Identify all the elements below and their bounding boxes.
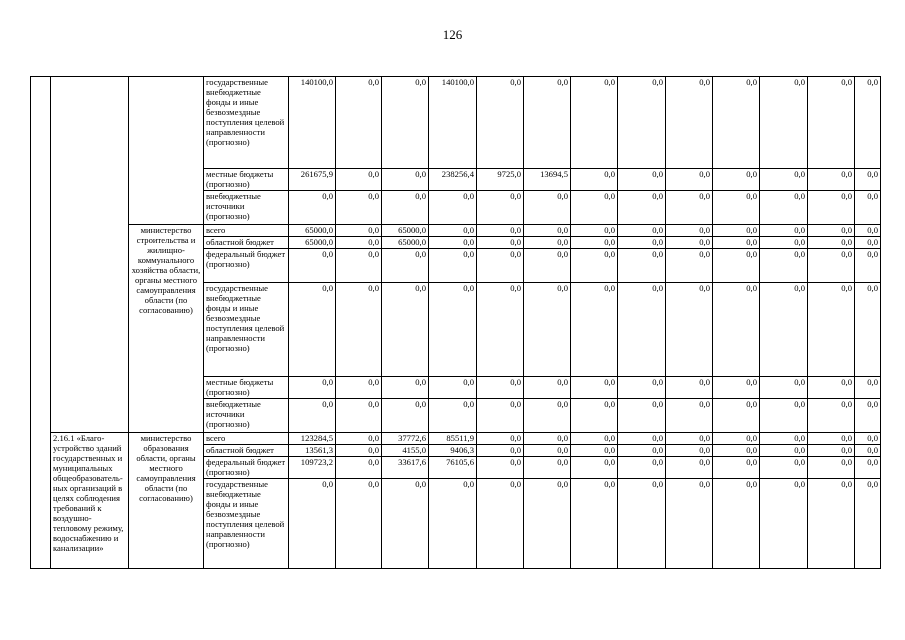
amount-cell: 0,0 — [571, 283, 618, 377]
funding-source-cell: областной бюджет — [204, 237, 289, 249]
amount-cell: 0,0 — [713, 249, 760, 283]
amount-cell: 0,0 — [477, 433, 524, 445]
amount-cell: 0,0 — [289, 377, 336, 399]
table-row — [31, 77, 881, 169]
amount-cell: 0,0 — [524, 457, 571, 479]
amount-cell: 0,0 — [336, 377, 382, 399]
amount-cell: 0,0 — [808, 457, 855, 479]
amount-cell: 0,0 — [618, 433, 666, 445]
amount-cell: 0,0 — [855, 225, 881, 237]
amount-cell: 0,0 — [336, 479, 382, 569]
amount-cell: 0,0 — [382, 169, 429, 191]
amount-cell: 0,0 — [429, 191, 477, 225]
amount-cell: 0,0 — [429, 377, 477, 399]
amount-cell: 0,0 — [760, 283, 808, 377]
amount-cell: 0,0 — [477, 399, 524, 433]
executor-cell: министерство образования области, органы местного самоуправления области (по согласованию) — [129, 433, 204, 569]
amount-cell: 0,0 — [336, 457, 382, 479]
amount-cell: 0,0 — [666, 399, 713, 433]
amount-cell: 0,0 — [571, 77, 618, 169]
amount-cell: 0,0 — [618, 237, 666, 249]
funding-source-cell: внебюджетные источники (прогнозно) — [204, 399, 289, 433]
funding-source-cell: областной бюджет — [204, 445, 289, 457]
amount-cell: 0,0 — [713, 457, 760, 479]
amount-cell: 0,0 — [382, 283, 429, 377]
amount-cell: 0,0 — [618, 457, 666, 479]
amount-cell: 0,0 — [571, 169, 618, 191]
amount-cell: 0,0 — [336, 169, 382, 191]
amount-cell: 0,0 — [713, 283, 760, 377]
amount-cell: 0,0 — [855, 191, 881, 225]
amount-cell: 0,0 — [760, 237, 808, 249]
amount-cell: 0,0 — [713, 237, 760, 249]
amount-cell: 0,0 — [713, 479, 760, 569]
amount-cell: 140100,0 — [289, 77, 336, 169]
amount-cell: 65000,0 — [289, 237, 336, 249]
amount-cell: 0,0 — [855, 433, 881, 445]
amount-cell: 0,0 — [760, 191, 808, 225]
amount-cell: 0,0 — [666, 377, 713, 399]
amount-cell: 0,0 — [666, 237, 713, 249]
amount-cell: 0,0 — [289, 479, 336, 569]
amount-cell: 0,0 — [713, 225, 760, 237]
amount-cell: 0,0 — [666, 445, 713, 457]
amount-cell: 0,0 — [571, 433, 618, 445]
amount-cell: 0,0 — [618, 169, 666, 191]
amount-cell: 0,0 — [808, 445, 855, 457]
amount-cell: 0,0 — [382, 399, 429, 433]
table-row — [31, 225, 881, 237]
amount-cell: 0,0 — [571, 191, 618, 225]
measure-cell: 2.16.1 «Благо-устройство зданий государственных и муниципальных общеобразователь-ных организаций в целях соблюдения требований к воздушно-тепловому режиму, водоснабжению и канализации» — [51, 433, 129, 569]
amount-cell: 76105,6 — [429, 457, 477, 479]
amount-cell: 0,0 — [336, 237, 382, 249]
amount-cell: 238256,4 — [429, 169, 477, 191]
amount-cell: 0,0 — [808, 479, 855, 569]
amount-cell: 0,0 — [666, 479, 713, 569]
amount-cell: 0,0 — [571, 457, 618, 479]
page-number: 126 — [442, 27, 463, 42]
amount-cell: 0,0 — [289, 399, 336, 433]
amount-cell: 0,0 — [336, 249, 382, 283]
amount-cell: 0,0 — [524, 225, 571, 237]
amount-cell: 0,0 — [855, 445, 881, 457]
budget-table — [30, 76, 881, 569]
amount-cell: 0,0 — [808, 191, 855, 225]
amount-cell: 0,0 — [571, 445, 618, 457]
amount-cell: 0,0 — [666, 457, 713, 479]
amount-cell: 0,0 — [477, 479, 524, 569]
amount-cell: 0,0 — [289, 249, 336, 283]
amount-cell: 0,0 — [571, 479, 618, 569]
amount-cell: 0,0 — [713, 399, 760, 433]
amount-cell: 0,0 — [760, 457, 808, 479]
amount-cell: 0,0 — [524, 237, 571, 249]
amount-cell: 0,0 — [618, 249, 666, 283]
table-row — [31, 433, 881, 445]
amount-cell: 0,0 — [477, 225, 524, 237]
amount-cell: 261675,9 — [289, 169, 336, 191]
amount-cell: 0,0 — [336, 225, 382, 237]
amount-cell: 0,0 — [571, 237, 618, 249]
amount-cell: 0,0 — [666, 283, 713, 377]
amount-cell: 0,0 — [713, 445, 760, 457]
amount-cell: 0,0 — [618, 77, 666, 169]
funding-source-cell: государственные внебюджетные фонды и иные безвозмездные поступления целевой направленности (прогнозно) — [204, 283, 289, 377]
amount-cell: 0,0 — [429, 249, 477, 283]
amount-cell: 0,0 — [713, 191, 760, 225]
amount-cell: 0,0 — [524, 191, 571, 225]
amount-cell: 0,0 — [713, 169, 760, 191]
amount-cell: 0,0 — [808, 377, 855, 399]
amount-cell: 37772,6 — [382, 433, 429, 445]
amount-cell: 0,0 — [571, 249, 618, 283]
amount-cell: 0,0 — [808, 169, 855, 191]
amount-cell: 0,0 — [808, 399, 855, 433]
amount-cell: 0,0 — [477, 457, 524, 479]
amount-cell: 13694,5 — [524, 169, 571, 191]
amount-cell: 0,0 — [760, 249, 808, 283]
amount-cell: 0,0 — [477, 249, 524, 283]
amount-cell: 0,0 — [524, 479, 571, 569]
amount-cell: 0,0 — [289, 283, 336, 377]
amount-cell: 0,0 — [855, 237, 881, 249]
amount-cell: 0,0 — [336, 283, 382, 377]
amount-cell: 0,0 — [336, 77, 382, 169]
amount-cell: 0,0 — [524, 399, 571, 433]
funding-source-cell: местные бюджеты (прогнозно) — [204, 377, 289, 399]
amount-cell: 0,0 — [808, 433, 855, 445]
executor-cell — [129, 77, 204, 225]
amount-cell: 0,0 — [855, 377, 881, 399]
amount-cell: 0,0 — [808, 225, 855, 237]
amount-cell: 0,0 — [524, 445, 571, 457]
amount-cell: 9725,0 — [477, 169, 524, 191]
amount-cell: 0,0 — [713, 77, 760, 169]
amount-cell: 33617,6 — [382, 457, 429, 479]
amount-cell: 0,0 — [382, 191, 429, 225]
amount-cell: 0,0 — [477, 191, 524, 225]
amount-cell: 0,0 — [618, 445, 666, 457]
number-column-cell — [31, 77, 51, 569]
amount-cell: 0,0 — [382, 479, 429, 569]
measure-cell — [51, 77, 129, 433]
amount-cell: 0,0 — [289, 191, 336, 225]
amount-cell: 0,0 — [855, 283, 881, 377]
amount-cell: 0,0 — [618, 191, 666, 225]
amount-cell: 0,0 — [666, 225, 713, 237]
amount-cell: 0,0 — [336, 399, 382, 433]
funding-source-cell: федеральный бюджет (прогнозно) — [204, 249, 289, 283]
budget-table-body — [31, 77, 881, 569]
amount-cell: 0,0 — [571, 399, 618, 433]
amount-cell: 0,0 — [760, 433, 808, 445]
amount-cell: 0,0 — [571, 225, 618, 237]
amount-cell: 0,0 — [477, 445, 524, 457]
amount-cell: 0,0 — [666, 77, 713, 169]
amount-cell: 0,0 — [429, 283, 477, 377]
amount-cell: 4155,0 — [382, 445, 429, 457]
amount-cell: 65000,0 — [289, 225, 336, 237]
amount-cell: 85511,9 — [429, 433, 477, 445]
funding-source-cell: федеральный бюджет (прогнозно) — [204, 457, 289, 479]
funding-source-cell: государственные внебюджетные фонды и иные безвозмездные поступления целевой направленности (прогнозно) — [204, 77, 289, 169]
amount-cell: 0,0 — [618, 377, 666, 399]
amount-cell: 0,0 — [429, 399, 477, 433]
funding-source-cell: всего — [204, 225, 289, 237]
amount-cell: 0,0 — [477, 237, 524, 249]
amount-cell: 0,0 — [477, 283, 524, 377]
amount-cell: 0,0 — [618, 283, 666, 377]
amount-cell: 65000,0 — [382, 225, 429, 237]
amount-cell: 0,0 — [855, 169, 881, 191]
amount-cell: 0,0 — [336, 433, 382, 445]
amount-cell: 123284,5 — [289, 433, 336, 445]
amount-cell: 0,0 — [477, 77, 524, 169]
amount-cell: 0,0 — [336, 445, 382, 457]
amount-cell: 0,0 — [429, 237, 477, 249]
amount-cell: 0,0 — [571, 377, 618, 399]
amount-cell: 0,0 — [524, 249, 571, 283]
amount-cell: 0,0 — [618, 479, 666, 569]
amount-cell: 0,0 — [760, 479, 808, 569]
amount-cell: 0,0 — [808, 249, 855, 283]
amount-cell: 109723,2 — [289, 457, 336, 479]
amount-cell: 0,0 — [524, 377, 571, 399]
amount-cell: 0,0 — [618, 399, 666, 433]
amount-cell: 0,0 — [524, 283, 571, 377]
amount-cell: 0,0 — [855, 457, 881, 479]
amount-cell: 65000,0 — [382, 237, 429, 249]
amount-cell: 0,0 — [760, 169, 808, 191]
amount-cell: 0,0 — [524, 433, 571, 445]
amount-cell: 0,0 — [760, 445, 808, 457]
amount-cell: 0,0 — [382, 249, 429, 283]
amount-cell: 0,0 — [760, 399, 808, 433]
amount-cell: 0,0 — [760, 77, 808, 169]
amount-cell: 0,0 — [808, 283, 855, 377]
amount-cell: 0,0 — [666, 249, 713, 283]
amount-cell: 0,0 — [382, 377, 429, 399]
amount-cell: 0,0 — [855, 399, 881, 433]
executor-cell: министерство строительства и жилищно-коммунального хозяйства области, органы местного самоуправления области (по согласованию) — [129, 225, 204, 433]
funding-source-cell: всего — [204, 433, 289, 445]
amount-cell: 0,0 — [713, 433, 760, 445]
amount-cell: 0,0 — [760, 225, 808, 237]
amount-cell: 0,0 — [808, 77, 855, 169]
amount-cell: 0,0 — [524, 77, 571, 169]
amount-cell: 0,0 — [336, 191, 382, 225]
amount-cell: 0,0 — [855, 77, 881, 169]
amount-cell: 0,0 — [382, 77, 429, 169]
amount-cell: 0,0 — [713, 377, 760, 399]
funding-source-cell: местные бюджеты (прогнозно) — [204, 169, 289, 191]
amount-cell: 9406,3 — [429, 445, 477, 457]
amount-cell: 0,0 — [429, 225, 477, 237]
amount-cell: 0,0 — [429, 479, 477, 569]
amount-cell: 0,0 — [855, 249, 881, 283]
amount-cell: 0,0 — [666, 191, 713, 225]
amount-cell: 0,0 — [618, 225, 666, 237]
amount-cell: 0,0 — [666, 169, 713, 191]
amount-cell: 0,0 — [666, 433, 713, 445]
amount-cell: 0,0 — [477, 377, 524, 399]
amount-cell: 0,0 — [760, 377, 808, 399]
amount-cell: 13561,3 — [289, 445, 336, 457]
funding-source-cell: государственные внебюджетные фонды и иные безвозмездные поступления целевой направленности (прогнозно) — [204, 479, 289, 569]
funding-source-cell: внебюджетные источники (прогнозно) — [204, 191, 289, 225]
amount-cell: 0,0 — [855, 479, 881, 569]
amount-cell: 0,0 — [808, 237, 855, 249]
amount-cell: 140100,0 — [429, 77, 477, 169]
